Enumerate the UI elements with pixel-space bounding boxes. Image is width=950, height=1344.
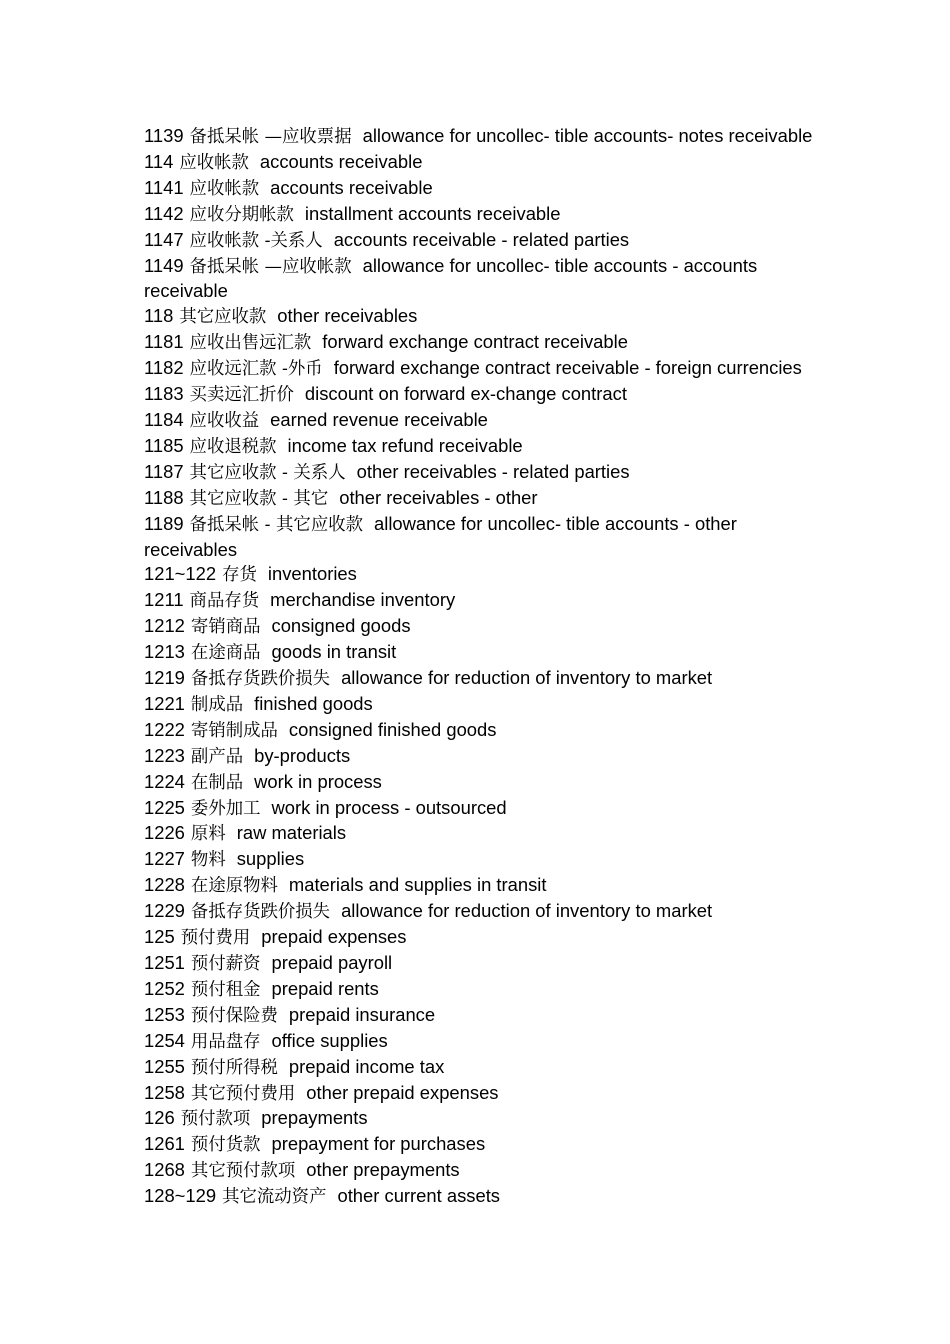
account-entry: [144, 666, 824, 692]
account-name-chinese: 其它预付款项: [190, 1161, 296, 1182]
account-name-english: income tax refund receivable: [287, 434, 523, 456]
account-code: 1251: [144, 952, 185, 973]
account-name-english: allowance for reduction of inventory to market: [341, 900, 713, 922]
account-code: 1255: [144, 1055, 185, 1077]
account-entry: [144, 718, 824, 744]
account-name-english: accounts receivable: [259, 150, 423, 172]
account-code: 118: [144, 305, 174, 327]
account-name-chinese: 物料: [190, 850, 226, 871]
account-name-english: installment accounts receivable: [304, 202, 561, 224]
account-name-english: prepaid insurance: [288, 1003, 436, 1025]
account-entry: [144, 692, 824, 718]
account-code: 126: [144, 1107, 175, 1129]
account-entry: [144, 925, 824, 951]
account-name-english: work in process - outsourced: [271, 796, 507, 818]
account-name-chinese: 寄销商品: [190, 617, 261, 638]
account-name-english: prepaid payroll: [271, 952, 393, 973]
account-name-english: other receivables - related parties: [356, 460, 630, 482]
account-name-chinese: 应收帐款 -关系人: [189, 230, 323, 251]
account-name-english: prepayment for purchases: [271, 1133, 486, 1155]
account-code: 1252: [144, 977, 185, 999]
account-name-english: raw materials: [236, 822, 347, 844]
account-name-english: forward exchange contract receivable: [322, 331, 628, 353]
account-name-chinese: 预付所得税: [190, 1057, 278, 1078]
account-name-english: prepaid expenses: [261, 926, 407, 948]
account-name-chinese: 预付薪资: [190, 954, 261, 974]
account-code: 1187: [144, 460, 184, 482]
account-code: 1142: [144, 202, 184, 224]
account-name-chinese: 原料: [190, 824, 226, 845]
account-code: 1225: [144, 796, 185, 818]
account-entry: [144, 512, 824, 563]
account-name-chinese: 应收帐款: [179, 152, 249, 173]
document-page: [144, 124, 824, 1210]
account-name-chinese: 其它预付费用: [190, 1083, 296, 1104]
account-entry: [144, 640, 824, 666]
account-entry: [144, 821, 824, 847]
account-name-english: supplies: [236, 848, 305, 870]
account-name-english: discount on forward ex-change contract: [304, 383, 627, 405]
account-entry: [144, 460, 824, 486]
account-code: 1141: [144, 176, 184, 198]
account-name-chinese: 其它流动资产: [222, 1187, 327, 1208]
account-code: 1268: [144, 1159, 185, 1181]
account-name-chinese: 寄销制成品: [190, 720, 278, 741]
account-code: 1211: [144, 589, 184, 611]
account-entry: [144, 1003, 824, 1029]
account-code: 1226: [144, 822, 185, 844]
account-name-english: prepaid income tax: [288, 1055, 445, 1077]
account-entry: [144, 744, 824, 770]
account-entry: [144, 254, 824, 305]
account-code: 121~122: [144, 563, 217, 585]
account-code: 125: [144, 926, 175, 948]
account-entry: [144, 1106, 824, 1132]
account-name-english: prepayments: [261, 1107, 368, 1129]
account-name-chinese: 委外加工: [190, 798, 261, 819]
account-name-chinese: 预付款项: [180, 1109, 251, 1130]
account-name-english: consigned finished goods: [288, 718, 497, 740]
account-name-english: inventories: [267, 563, 357, 585]
account-name-chinese: 其它应收款 - 关系人: [189, 462, 346, 483]
account-code: 1184: [144, 408, 184, 430]
account-entry: [144, 486, 824, 512]
account-name-english: prepaid rents: [271, 977, 379, 999]
account-code: 1213: [144, 641, 185, 663]
account-entry: [144, 951, 824, 977]
account-name-english: earned revenue receivable: [270, 408, 488, 430]
account-name-chinese: 在途商品: [190, 643, 261, 664]
account-name-chinese: 备抵呆帐 —应收票据: [189, 127, 352, 147]
account-entry: [144, 304, 824, 330]
account-code: 1224: [144, 770, 185, 792]
account-name-english: other current assets: [337, 1185, 500, 1207]
account-entry: [144, 796, 824, 822]
account-name-chinese: 应收退税款: [189, 436, 277, 457]
account-name-chinese: 副产品: [190, 746, 244, 767]
account-name-english: allowance for reduction of inventory to market: [341, 667, 713, 689]
account-code: 1182: [144, 357, 184, 379]
account-code: 1212: [144, 615, 185, 637]
account-name-chinese: 商品存货: [189, 591, 260, 612]
account-name-english: accounts receivable: [270, 176, 433, 198]
account-entry: [144, 977, 824, 1003]
account-name-chinese: 预付租金: [190, 979, 261, 1000]
account-entry: [144, 330, 824, 356]
account-entry: [144, 1132, 824, 1158]
account-code: 1149: [144, 254, 184, 276]
account-name-chinese: 制成品: [190, 694, 244, 715]
account-entry: [144, 382, 824, 408]
account-name-english: consigned goods: [271, 615, 411, 637]
account-entry: [144, 588, 824, 614]
account-code: 1219: [144, 667, 185, 689]
account-name-chinese: 在制品: [190, 772, 244, 793]
account-code: 1221: [144, 692, 185, 714]
account-code: 1254: [144, 1029, 185, 1051]
account-name-english: forward exchange contract receivable - foreign currencies: [333, 357, 802, 379]
account-name-english: other prepayments: [306, 1159, 460, 1181]
account-name-english: allowance for uncollec- tible accounts - accounts receivable: [144, 254, 763, 302]
account-name-chinese: 应收远汇款 -外币: [189, 359, 323, 380]
account-name-english: other receivables: [277, 305, 418, 327]
account-entry: [144, 228, 824, 254]
account-code: 1185: [144, 434, 184, 456]
account-name-english: other prepaid expenses: [306, 1081, 499, 1103]
account-name-english: other receivables - other: [339, 486, 538, 508]
account-entry: [144, 176, 824, 202]
account-entry: [144, 1081, 824, 1107]
account-code: 1229: [144, 900, 185, 922]
account-list: [144, 124, 824, 1210]
account-entry: [144, 770, 824, 796]
account-entry: [144, 124, 824, 150]
account-name-english: finished goods: [254, 692, 373, 714]
account-name-chinese: 应收出售远汇款: [189, 333, 312, 354]
account-entry: [144, 614, 824, 640]
account-code: 1189: [144, 512, 184, 534]
account-code: 1227: [144, 848, 185, 870]
account-name-chinese: 备抵呆帐 - 其它应收款: [189, 514, 363, 535]
account-code: 114: [144, 150, 174, 172]
account-name-english: allowance for uncollec- tible accounts- notes receivable: [362, 125, 813, 146]
account-name-chinese: 预付保险费: [190, 1005, 278, 1026]
account-entry: [144, 434, 824, 460]
account-entry: [144, 847, 824, 873]
account-name-english: accounts receivable - related parties: [333, 228, 630, 250]
account-name-english: work in process: [254, 770, 382, 792]
account-code: 1261: [144, 1133, 185, 1155]
account-code: 1253: [144, 1003, 185, 1025]
account-name-chinese: 备抵存货跌价损失: [190, 902, 331, 923]
account-entry: [144, 562, 824, 588]
account-name-english: merchandise inventory: [270, 589, 456, 611]
account-name-chinese: 用品盘存: [190, 1031, 261, 1052]
account-name-english: office supplies: [271, 1029, 388, 1051]
account-code: 1181: [144, 331, 184, 353]
account-name-chinese: 应收分期帐款: [189, 204, 294, 225]
account-code: 1223: [144, 744, 185, 766]
account-entry: [144, 873, 824, 899]
account-name-chinese: 其它应收款 - 其它: [189, 488, 329, 509]
account-name-chinese: 预付货款: [190, 1135, 261, 1156]
account-name-chinese: 其它应收款: [179, 307, 267, 328]
account-entry: [144, 1184, 824, 1210]
account-name-chinese: 应收收益: [189, 410, 260, 431]
account-code: 128~129: [144, 1185, 217, 1207]
account-entry: [144, 1055, 824, 1081]
account-name-chinese: 应收帐款: [189, 178, 260, 199]
account-entry: [144, 1158, 824, 1184]
account-name-chinese: 买卖远汇折价: [189, 385, 294, 406]
account-code: 1188: [144, 486, 184, 508]
account-name-english: goods in transit: [271, 641, 397, 663]
account-name-english: allowance for uncollec- tible accounts - other receivables: [144, 512, 743, 560]
account-entry: [144, 150, 824, 176]
account-code: 1139: [144, 125, 184, 146]
account-name-chinese: 备抵呆帐 —应收帐款: [189, 256, 352, 277]
account-name-chinese: 预付费用: [180, 928, 251, 949]
account-name-chinese: 在途原物料: [190, 876, 278, 897]
account-entry: [144, 1029, 824, 1055]
account-name-chinese: 备抵存货跌价损失: [190, 669, 331, 690]
account-code: 1222: [144, 718, 185, 740]
account-entry: [144, 899, 824, 925]
account-name-chinese: 存货: [222, 565, 257, 586]
account-code: 1147: [144, 228, 184, 250]
account-entry: [144, 356, 824, 382]
account-name-english: materials and supplies in transit: [288, 874, 547, 896]
account-entry: [144, 202, 824, 228]
account-code: 1183: [144, 383, 184, 405]
account-entry: [144, 408, 824, 434]
account-code: 1258: [144, 1081, 185, 1103]
account-name-english: by-products: [254, 744, 351, 766]
account-code: 1228: [144, 874, 185, 896]
